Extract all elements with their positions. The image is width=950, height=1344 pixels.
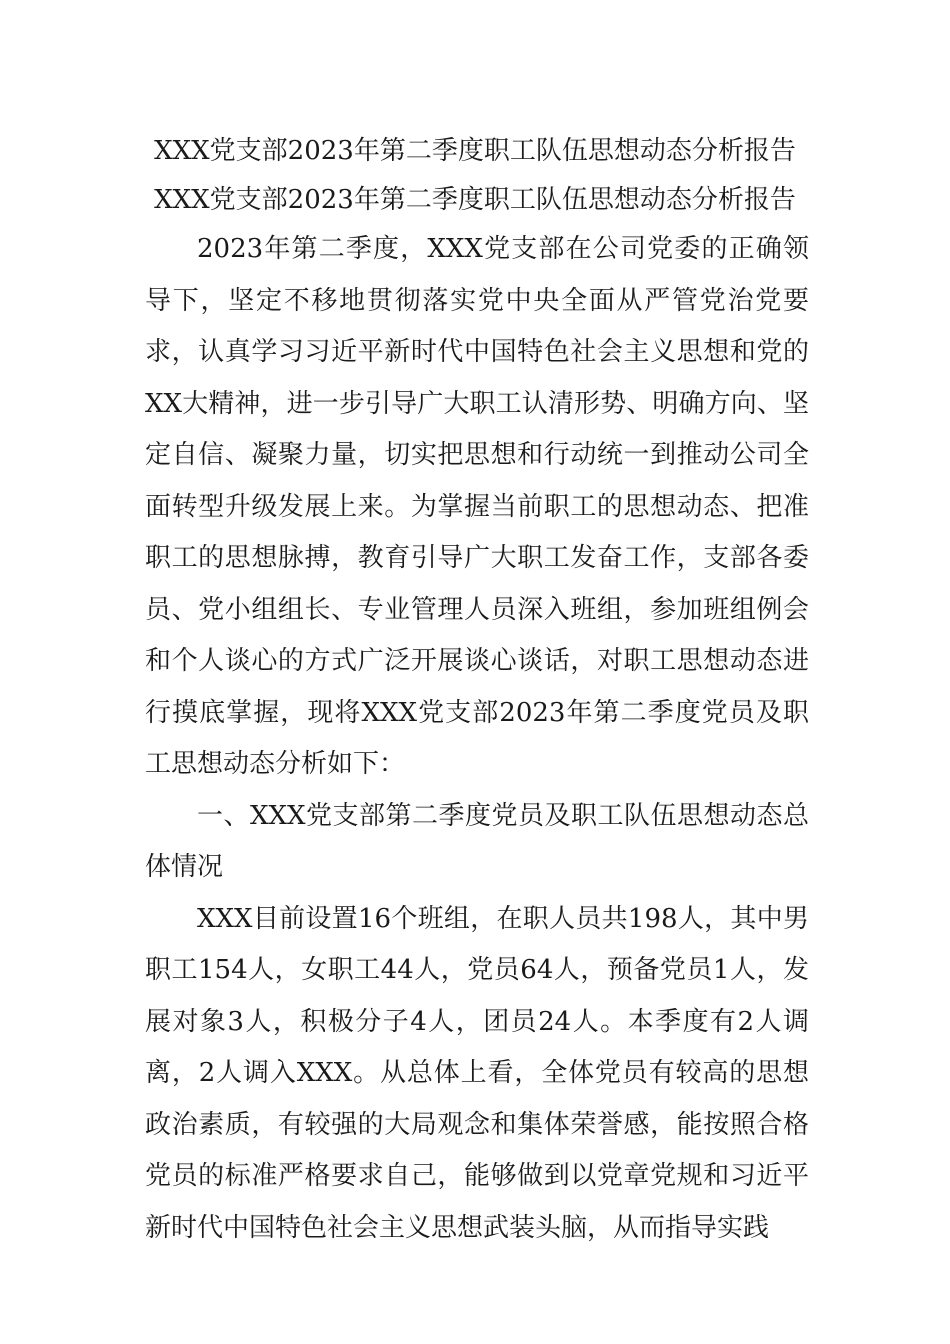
document-body: [145, 224, 809, 1254]
document-title-repeat: XXX党支部2023年第二季度职工队伍思想动态分析报告: [154, 185, 796, 215]
intro-paragraph: 2023年第二季度，XXX党支部在公司党委的正确领导下，坚定不移地贯彻落实党中央全面从严管党治党要求，认真学习习近平新时代中国特色社会主义思想和党的XX大精神，进一步引导广大职工认清形势、明确方向、坚定自信、凝聚力量，切实把思想和行动统一到推动公司全面转型升级发展上来。为掌握当前职工的思想动态、把准职工的思想脉搏，教育引导广大职工发奋工作，支部各委员、党小组组长、专业管理人员深入班组，参加班组例会和个人谈心的方式广泛开展谈心谈话，对职工思想动态进行摸底掌握，现将XXX党支部2023年第二季度党员及职工思想动态分析如下：: [145, 234, 809, 779]
document-title: XXX党支部2023年第二季度职工队伍思想动态分析报告: [154, 136, 796, 166]
section-heading-1: 一、XXX党支部第二季度党员及职工队伍思想动态总体情况: [145, 800, 809, 882]
overview-paragraph: XXX目前设置16个班组，在职人员共198人，其中男职工154人，女职工44人，党员64人，预备党员1人，发展对象3人，积极分子4人，团员24人。本季度有2人调离，2人调入XXX。从总体上看，全体党员有较高的思想政治素质，有较强的大局观念和集体荣誉感，能按照合格党员的标准严格要求自己，能够做到以党章党规和习近平新时代中国特色社会主义思想武装头脑，从而指导实践: [145, 903, 809, 1243]
